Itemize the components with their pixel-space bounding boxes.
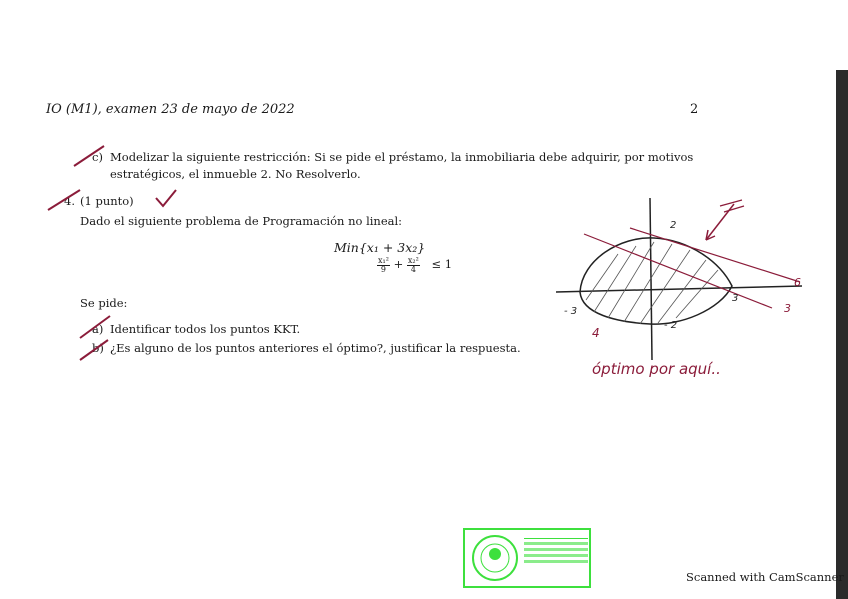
sketch-arrow-icon — [706, 204, 734, 240]
item-c-line2: estratégicos, el inmueble 2. No Resolverlo. — [110, 167, 361, 181]
item-c-line1: Modelizar la siguiente restricción: Si se pide el préstamo, la inmobiliaria debe adquirir, por motivos — [110, 150, 694, 164]
strike-mark-4 — [48, 190, 80, 210]
sketch-label-far-right: 6 — [794, 276, 801, 289]
seal-icon — [467, 531, 523, 585]
strike-mark-a — [80, 316, 110, 338]
problem-intro: Dado el siguiente problema de Programación no lineal: — [80, 214, 403, 228]
constraint-plus: + — [393, 257, 404, 271]
sketch-label-top: 2 — [670, 220, 677, 231]
exam-header-title: IO (M1), examen 23 de mayo de 2022 — [46, 102, 295, 117]
fraction-2-den: 4 — [410, 265, 416, 274]
check-mark-icon — [156, 190, 176, 206]
sketch-label-right-far: 3 — [784, 302, 791, 315]
part-b-text: ¿Es alguno de los puntos anteriores el óptimo?, justificar la respuesta. — [110, 341, 521, 355]
fraction-1-num: x₁² — [378, 256, 389, 265]
strike-mark-b — [80, 340, 108, 360]
problem-points: (1 punto) — [80, 194, 134, 208]
sketch-x-axis — [556, 286, 802, 292]
sketch-label-left: - 3 — [564, 306, 578, 317]
sketch-label-bottom-left: 4 — [592, 326, 600, 340]
stamp-lettering — [524, 534, 588, 563]
fraction-2-num: x₂² — [407, 256, 419, 265]
scanned-watermark: Scanned with CamScanner — [686, 570, 844, 584]
sketch-note: óptimo por aquí.. — [592, 360, 721, 378]
fraction-1-den: 9 — [380, 265, 387, 274]
se-pide-label: Se pide: — [80, 296, 128, 310]
problem-number: 4. — [64, 194, 75, 208]
sketch-ellipse — [580, 238, 732, 324]
sketch-label-right: 3 — [732, 293, 739, 304]
item-c-label: c) — [92, 150, 103, 164]
sketch-label-bottom: - 2 — [664, 320, 678, 331]
part-a-text: Identificar todos los puntos KKT. — [110, 322, 301, 336]
page-number: 2 — [690, 102, 699, 117]
constraint-relation: ≤ 1 — [431, 257, 453, 271]
part-b-label: b) — [92, 341, 104, 355]
strike-mark-c — [74, 146, 104, 166]
part-a-label: a) — [92, 322, 104, 336]
objective-function: Min{x₁ + 3x₂} — [334, 240, 426, 255]
